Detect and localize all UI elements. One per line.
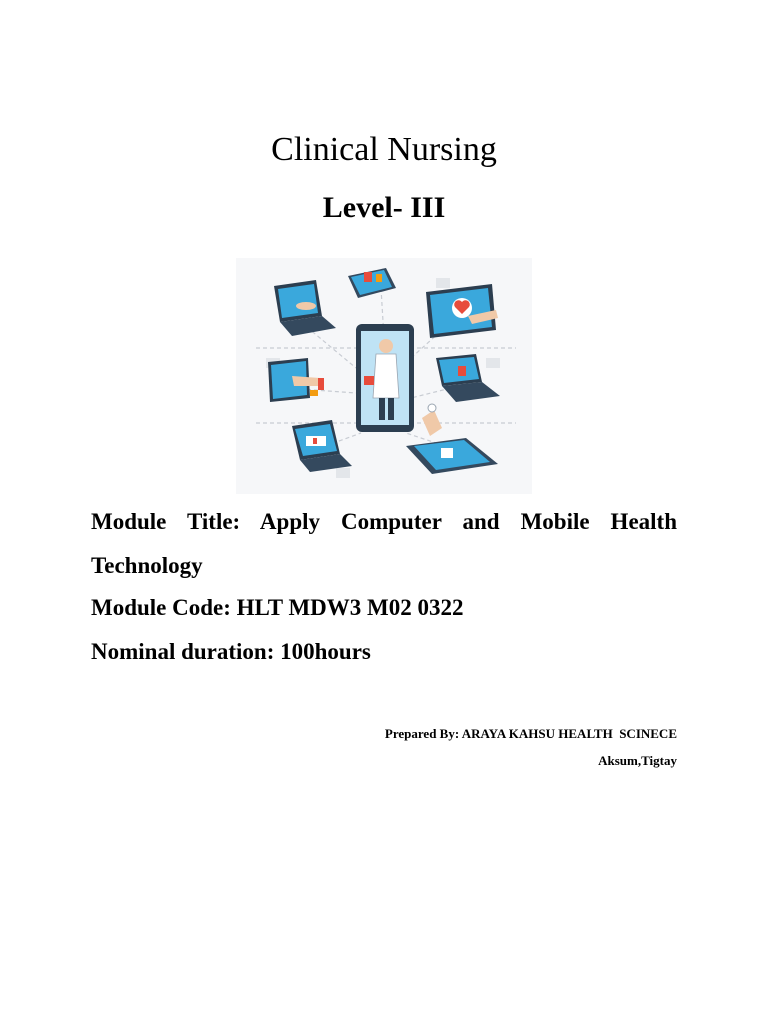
location: Aksum,Tigtay xyxy=(598,753,677,768)
level-heading: Level- III xyxy=(322,191,446,224)
nominal-duration: Nominal duration: 100hours xyxy=(91,639,371,664)
module-code: Module Code: HLT MDW3 M02 0322 xyxy=(91,595,464,620)
phone-doctor-icon xyxy=(356,324,414,432)
module-title: Module Title: Apply Computer and Mobile Health Technology xyxy=(91,509,677,578)
prepared-by: Prepared By: ARAYA KAHSU HEALTH SCINECE xyxy=(384,726,677,741)
heart-tablet-icon xyxy=(426,284,498,338)
mobile-health-illustration xyxy=(236,258,532,494)
page-title: Clinical Nursing xyxy=(271,131,497,168)
